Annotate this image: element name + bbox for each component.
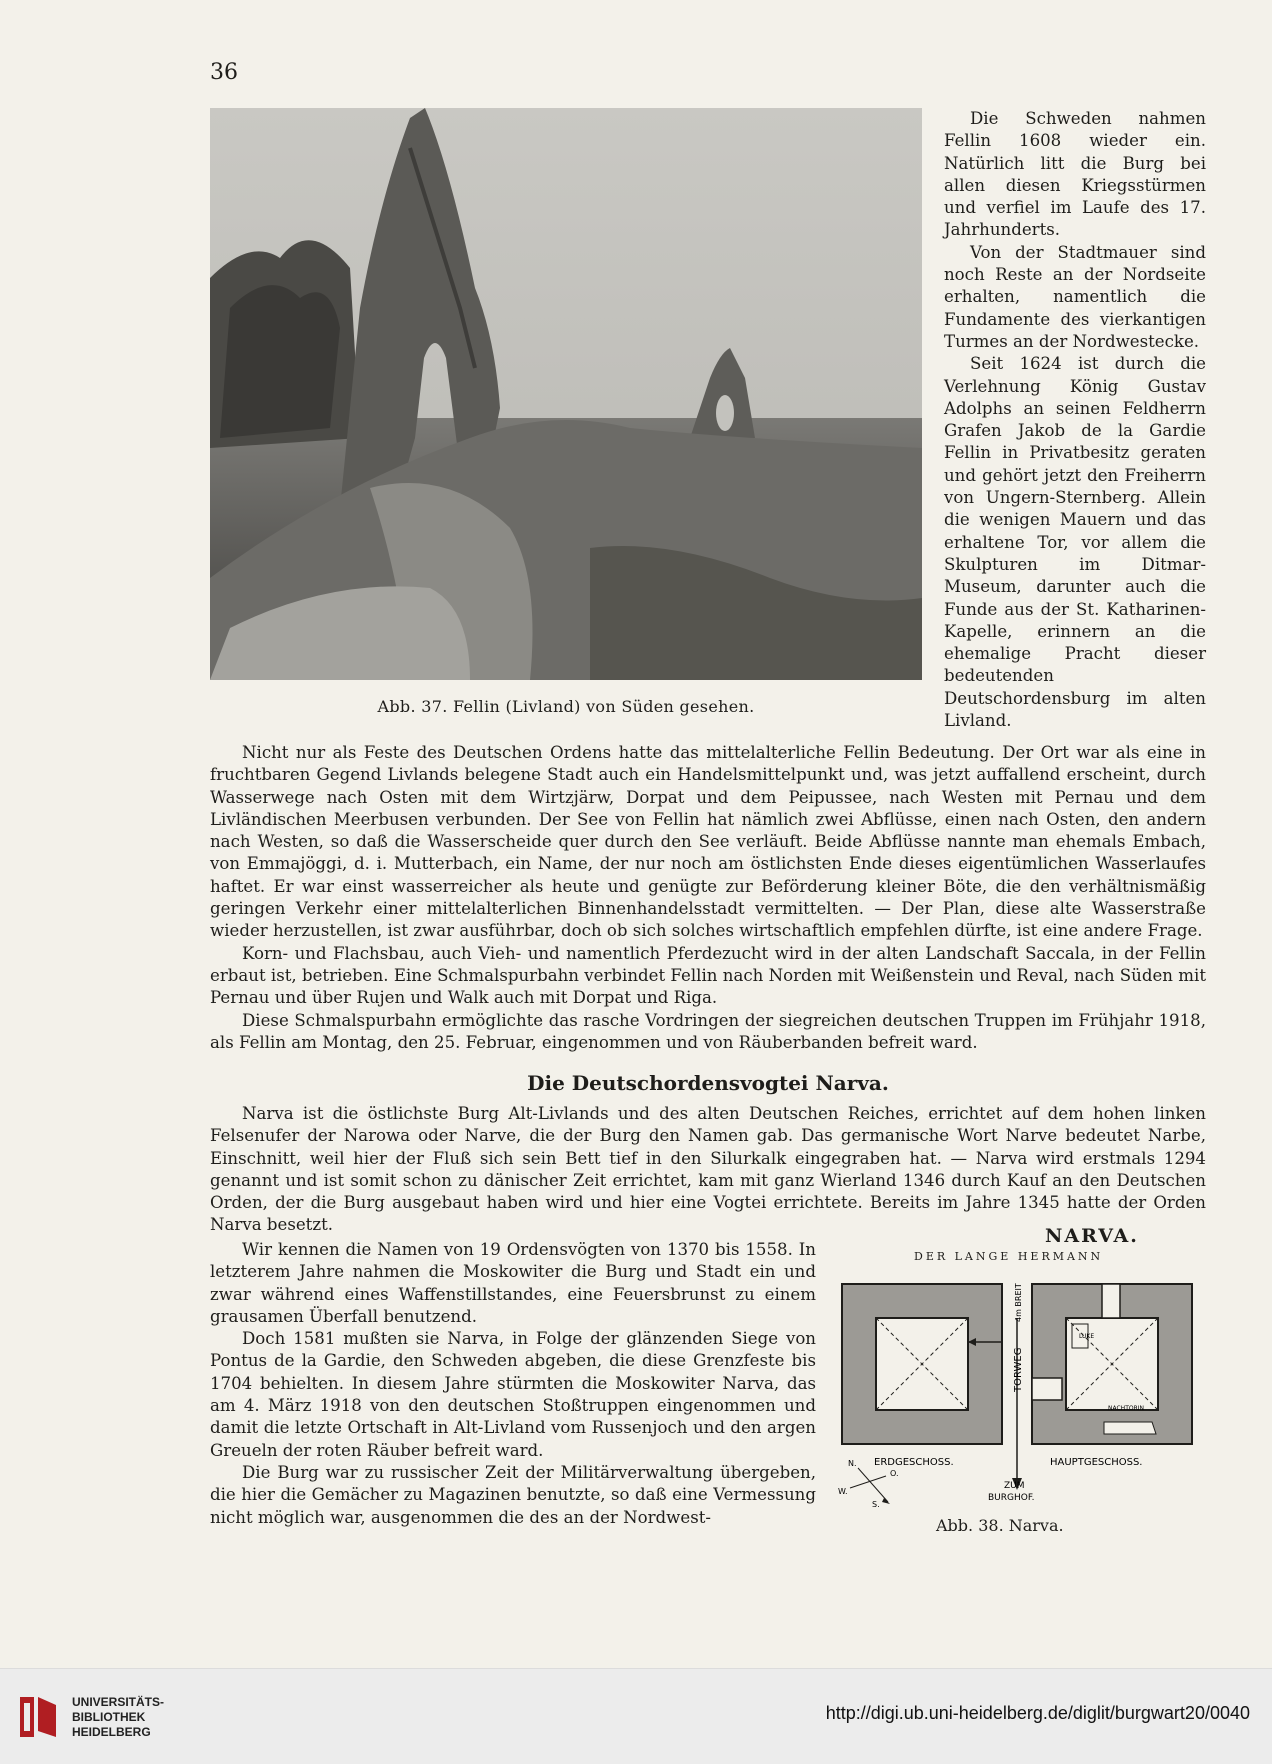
side-paragraph: Von der Stadtmauer sind noch Reste an der Nordseite erhalten, namentlich die Fundamente des vierkantigen Turmes an der Nordwestecke. [944, 242, 1206, 351]
university-library-logo-icon [14, 1691, 62, 1743]
compass-o: O. [890, 1469, 899, 1478]
hatch-label: LUKE [1079, 1333, 1095, 1340]
ruins-photo-illustration [210, 108, 922, 680]
compass-w: W. [838, 1487, 848, 1496]
side-paragraph: Seit 1624 ist durch die Verlehnung König Gustav Adolphs an seinen Feldherrn Grafen Jakob de la Gardie Fellin in Privatbesitz geraten und gehört jetzt den Freiherrn von Ungern-Sternberg. Allein die wenigen Mauern und das erhaltene Tor, vor allem die Skulpturen im Ditmar-Museum, darunter auch die Funde aus der St. Katharinen-Kapelle, erinnern an die ehemalige Pracht dieser bedeutenden Deutschordensburg im alten Livland. [944, 354, 1206, 731]
main-body-text [210, 742, 1206, 1054]
ground-floor-label: ERDGESCHOSS. [874, 1457, 954, 1468]
library-name-line: BIBLIOTHEK [72, 1710, 146, 1724]
narva-floor-plan [836, 1262, 1196, 1507]
library-name [72, 1695, 164, 1740]
gate-width-label: 4m BREIT [1014, 1283, 1023, 1322]
compass-n: N. [848, 1459, 857, 1468]
section-body-text [210, 1239, 816, 1529]
figure-38-title: NARVA. [1045, 1225, 1139, 1247]
library-name-line: HEIDELBERG [72, 1725, 151, 1739]
body-paragraph: Die Burg war zu russischer Zeit der Militärverwaltung übergeben, die hier die Gemächer zu Magazinen benutzte, so daß eine Vermessung nicht möglich war, ausgenommen die des an der Nordwest- [210, 1462, 816, 1527]
body-paragraph: Doch 1581 mußten sie Narva, in Folge der glänzenden Siege von Pontus de la Gardie, den Schweden abgeben, die diese Grenzfeste bis 1704 behielten. In diesem Jahre stürmten die Moskowiter Narva, das am 4. März 1918 von den deutschen Stoßtruppen eingenommen und damit die letzte Ortschaft in Alt-Livland vom Russenjoch und den argen Greueln der roten Räuber befreit ward. [210, 1329, 816, 1460]
main-floor-label: HAUPTGESCHOSS. [1050, 1457, 1143, 1468]
intro-paragraph: Narva ist die östlichste Burg Alt-Livlands und des alten Deutschen Reiches, errichtet auf dem hohen linken Felsenufer der Narowa oder Narve, die der Burg den Namen gab. Das germanische Wort Narve bedeutet Narbe, Einschnitt, weil hier der Fluß sich sein Bett tief in den Silurkalk eingegraben hat. — Narva wird erstmals 1294 genannt und ist somit schon zu dänischer Zeit errichtet, kam mit ganz Wierland 1346 durch Kauf an den Deutschen Orden, der die Burg ausgebaut haben wird und hier eine Vogtei errichtete. Bereits im Jahre 1345 hatte der Orden Narva besetzt. [210, 1104, 1206, 1235]
library-name-line: UNIVERSITÄTS- [72, 1695, 165, 1709]
courtyard-label-2: BURGHOF. [988, 1493, 1035, 1503]
body-paragraph: Nicht nur als Feste des Deutschen Ordens hatte das mittelalterliche Fellin Bedeutung. Der Ort war als eine in fruchtbaren Gegend Livlands belegene Stadt auch ein Handelsmittelpunkt und, was jetzt auffallend erscheint, durch Wasserwege nach Osten mit dem Wirtzjärw, Dorpat und dem Peipussee, nach Westen mit Pernau und dem Livländischen Meerbusen verbunden. Der See von Fellin hat nämlich zwei Abflüsse, einen nach Osten, den andern nach Westen, so daß die Wasserscheide quer durch den See verläuft. Beide Abflüsse nannte man ehemals Embach, von Emmajöggi, d. i. Mutterbach, ein Name, der nur noch am östlichsten Ende dieses eigentümlichen Wasserlaufes haftet. Er war einst wasserreicher als heute und genügte zur Beförderung kleiner Böte, die den verhältnismäßig geringen Verkehr einer mittelalterlichen Binnenhandelsstadt vermittelten. — Der Plan, diese alte Wasserstraße wieder herzustellen, ist zwar ausführbar, doch ob sich solches wirtschaftlich empfehlen dürfte, ist eine andere Frage. [210, 743, 1206, 941]
figure-37-photo [210, 108, 922, 680]
side-paragraph: Die Schweden nahmen Fellin 1608 wieder ein. Natürlich litt die Burg bei allen diesen Kriegsstürmen und verfiel im Laufe des 17. Jahrhunderts. [944, 109, 1206, 240]
side-column-text [944, 108, 1206, 732]
footer-bar [0, 1668, 1272, 1764]
page-number: 36 [210, 60, 238, 85]
night-room-label: NACHTORIN [1108, 1405, 1145, 1412]
body-paragraph: Diese Schmalspurbahn ermöglichte das rasche Vordringen der siegreichen deutschen Truppen im Frühjahr 1918, als Fellin am Montag, den 25. Februar, eingenommen und von Räuberbanden befreit ward. [210, 1010, 1206, 1052]
main-floor-plan [1032, 1284, 1192, 1444]
body-paragraph: Korn- und Flachsbau, auch Vieh- und namentlich Pferdezucht wird in der alten Landschaft Saccala, in der Fellin erbaut ist, betrieben. Eine Schmalspurbahn verbindet Fellin nach Norden mit Weißenstein und Reval, nach Süden mit Pernau und über Rujen und Walk auch mit Dorpat und Riga. [210, 943, 1206, 1008]
figure-38-caption: Abb. 38. Narva. [936, 1516, 1064, 1535]
section-heading: Die Deutschordensvogtei Narva. [527, 1071, 889, 1095]
figure-37-caption: Abb. 37. Fellin (Livland) von Süden gesehen. [377, 697, 755, 716]
section-intro-text [210, 1103, 1206, 1237]
ground-floor-plan [842, 1284, 1002, 1444]
courtyard-label-1: ZUM [1004, 1481, 1025, 1491]
body-paragraph: Wir kennen die Namen von 19 Ordensvögten von 1370 bis 1558. In letzterem Jahre nahmen die Moskowiter die Burg und Stadt ein und zwar während eines Waffenstillstandes, eine Feuersbrunst zu einem grausamen Überfall benutzend. [210, 1240, 816, 1326]
source-url-link[interactable]: http://digi.ub.uni-heidelberg.de/diglit/burgwart20/0040 [825, 1703, 1250, 1723]
gate-label: TORWEG [1013, 1347, 1024, 1392]
compass-s: S. [872, 1500, 880, 1507]
figure-38-subtitle: DER LANGE HERMANN [914, 1250, 1104, 1263]
